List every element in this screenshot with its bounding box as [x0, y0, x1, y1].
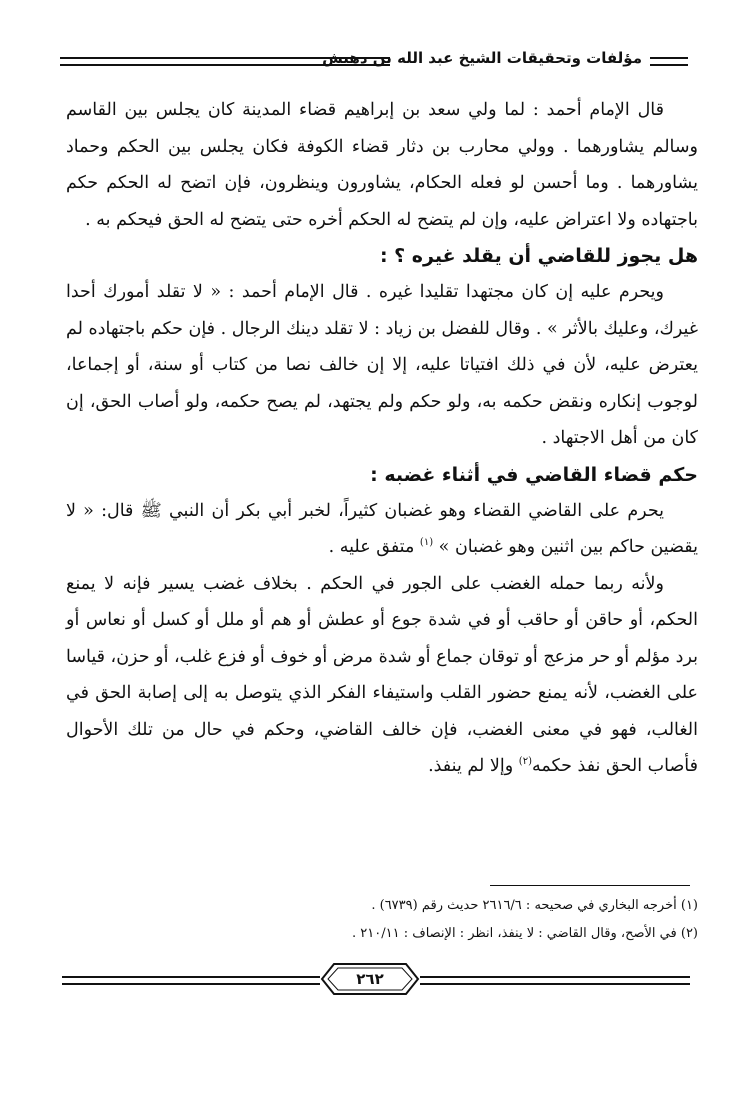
page-number-badge — [320, 962, 420, 996]
hadith-tail: متفق عليه . — [328, 537, 420, 557]
heading-anger-ruling: حكم قضاء القاضي في أثناء غضبه : — [370, 463, 698, 486]
running-header — [60, 46, 688, 70]
footer-rule-right — [420, 976, 690, 985]
footer-rule-left — [62, 976, 320, 985]
footnotes — [66, 892, 698, 948]
main-text — [66, 92, 698, 785]
footnote-separator — [490, 885, 690, 886]
paragraph-anger-hadith — [66, 493, 698, 566]
heading-taqlid: هل يجوز للقاضي أن يقلد غيره ؟ : — [379, 245, 698, 267]
footnote-ref-1[interactable]: (١) — [419, 537, 434, 549]
reason-text: ولأنه ربما حمله الغضب على الجور في الحكم . بخلاف غضب يسير فإنه لا يمنع الحكم، أو حاقن أو حاقب أو في شدة جوع أو عطش أو هم أو ملل أو كسل أو نعاس أو برد مؤلم أو حر مزعج أو توقان جماع أو شدة مرض أو خوف أو فزع غلب، أو حزن، قياسا على الغضب، لأنه يمنع حضور القلب واستيفاء الفكر الذي يتوصل به إلى إصابة الحق في الغالب، فهو في معنى الغضب، فإن خالف القاضي، وحكم في حال من تلك الأحوال فأصاب الحق نفذ حكمه — [66, 573, 698, 776]
paragraph-anger-reason — [66, 566, 698, 785]
footnote-1: (١) أخرجه البخاري في صحيحه : ٢٦١٦/٦ حديث رقم (٦٧٣٩) . — [371, 898, 698, 913]
paragraph-imam-ahmad: قال الإمام أحمد : لما ولي سعد بن إبراهيم قضاء المدينة كان يجلس بين القاسم وسالم يشاورهما . وولي محارب بن دثار قضاء الكوفة فكان يجلس بين الحكم وحماد يشاورهما . وما أحسن لو فعله الحكام، يشاورون وينظرون، فإن اتضح له الحكم حكم باجتهاده ولا اعتراض عليه، وإن لم يتضح له الحكم أخره حتى يتضح له الحق فيحكم به . — [66, 100, 698, 230]
page-number: ٢٦٢ — [356, 970, 384, 988]
header-title: مؤلفات وتحقيقات الشيخ عبد الله بن دهيش — [322, 46, 688, 70]
footnote-2: (٢) في الأصح، وقال القاضي : لا ينفذ، انظر : الإنصاف : ٢١٠/١١ . — [352, 926, 698, 941]
footnote-ref-2[interactable]: (٢) — [518, 756, 532, 768]
reason-tail: وإلا لم ينفذ. — [428, 756, 519, 776]
hadith-text: يحرم على القاضي القضاء وهو غضبان كثيراً، لخبر أبي بكر أن النبي ﷺ قال: « لا يقضين حاكم بين اثنين وهو غضبان » — [66, 500, 698, 557]
paragraph-taqlid: ويحرم عليه إن كان مجتهدا تقليدا غيره . قال الإمام أحمد : « لا تقلد أمورك أحدا غيرك، وعليك بالأثر » . وقال للفضل بن زياد : لا تقلد دينك الرجال . فإن حكم باجتهاده لم يعترض عليه، لأن في ذلك افتياتا عليه، إلا إن خالف نصا من كتاب أو سنة، أو إجماعا، لوجوب إنكاره ونقض حكمه به، ولو حكم ولم يجتهد، لم يصح حكمه، ولو أصاب الحق، إن كان من أهل الاجتهاد . — [66, 282, 698, 448]
